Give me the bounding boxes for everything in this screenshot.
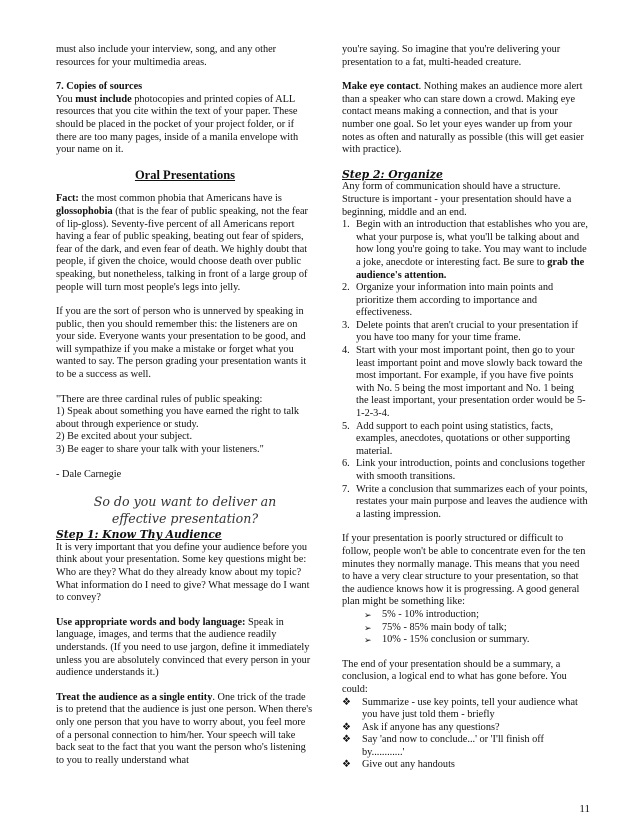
list-item	[342, 320, 588, 345]
rule-3: 3) Be eager to share your talk with your listeners."	[56, 444, 264, 456]
list-item	[342, 609, 588, 622]
unnerved-paragraph: If you are the sort of person who is unnerved by speaking in public, then you should remember this: the listeners are on your side. Everyone wants your presentation to be good, and will sympathize if you make a mistake or forget what you wanted to say. The person grading your presentation wants it to be a success as well.	[56, 306, 307, 381]
fact-paragraph	[56, 193, 314, 294]
single-entity-paragraph	[56, 692, 314, 768]
multimedia-paragraph: must also include your interview, song, and any other resources for your multimedia areas.	[56, 44, 277, 68]
step-1-heading: Step 1: Know Thy Audience	[56, 528, 222, 542]
general-plan-list	[342, 609, 588, 647]
left-column	[56, 44, 314, 779]
list-number: 2.	[342, 282, 350, 294]
fact-text-pre: the most common phobia that Americans have is	[78, 193, 282, 205]
diamond-bullet-icon: ❖	[342, 759, 351, 771]
list-item	[342, 622, 588, 635]
list-item	[342, 345, 588, 421]
single-entity-text: . One trick of the trade is to pretend that the audience is just one person. When there's only one person that you have to worry about, you feel more of a personal connection to him/her. Your speech will take back seat to the fact that you want the person who's listening to you to really understand what	[56, 691, 313, 766]
list-item	[342, 722, 588, 735]
effective-presentation-heading: So do you want to deliver an effective presentation?	[93, 494, 277, 527]
step-1-paragraph: It is very important that you define your audience before you think about your presentation. Some key questions might be: Who are they? What do they already know about my topic? What information do I need to give? What message do I want to convey?	[56, 541, 310, 604]
continued-paragraph: you're saying. So imagine that you're delivering your presentation to a fat, multi-headed creature.	[342, 44, 561, 68]
list-number: 3.	[342, 319, 350, 331]
words-text: Speak in language, images, and terms that the audience readily understands. (If you need to use jargon, define it immediately unless you are absolutely convinced that every person in your audience understands it.)	[56, 616, 311, 679]
rule-2: 2) Be excited about your subject.	[56, 431, 193, 443]
diamond-bullet-icon: ❖	[342, 721, 351, 733]
list-text: Start with your most important point, then go to your least important point and move slowly back toward the most important. For example, if you have five points with No. 5 being the most important and No. 1 being the least important, your presentation order would be 5-1-2-3-4.	[356, 345, 586, 420]
list-item	[342, 634, 588, 647]
glossophobia-term: glossophobia	[56, 205, 113, 217]
list-text: Say 'and now to conclude...' or 'I'll finish off by............'	[362, 734, 544, 758]
eye-contact-label: Make eye contact	[342, 81, 419, 93]
oral-presentations-heading: Oral Presentations	[134, 167, 236, 182]
list-text: Summarize - use key points, tell your audience what you have just told them - briefly	[362, 696, 578, 721]
attribution: - Dale Carnegie	[56, 468, 122, 480]
list-text: Organize your information into main points and prioritize them according to importance and effectiveness.	[356, 282, 554, 319]
list-item	[342, 458, 588, 483]
conclusion-paragraph: The end of your presentation should be a summary, a conclusion, a logical end to what has gone before. You could:	[342, 658, 567, 695]
words-paragraph	[56, 617, 314, 680]
list-text: Add support to each point using statistics, facts, examples, anecdotes, quotations or other supporting material.	[356, 420, 571, 457]
organize-intro: Any form of communication should have a structure. Structure is important - your presentation should have a beginning, middle and an end.	[342, 181, 572, 218]
words-label: Use appropriate words and body language:	[56, 616, 246, 628]
arrow-bullet-icon: ➢	[364, 635, 372, 646]
structure-paragraph: If your presentation is poorly structured or difficult to follow, people won't be able to concentrate even for the ten minutes they normally manage. This means that you need to have a very clear structure to your presentation, so that the audience knows how it is progressing. A good general plan might be something like:	[342, 533, 586, 608]
list-number: 5.	[342, 420, 350, 432]
rule-1: 1) Speak about something you have earned the right to talk about through experience or study.	[56, 406, 300, 430]
single-entity-label: Treat the audience as a single entity	[56, 691, 213, 703]
rules-intro: "There are three cardinal rules of public speaking:	[56, 393, 263, 405]
page-number: 11	[579, 803, 590, 815]
list-number: 1.	[342, 219, 350, 231]
copies-text-bold: must include	[75, 93, 132, 105]
list-number: 4.	[342, 345, 350, 357]
copies-heading: 7. Copies of sources	[56, 81, 143, 93]
organize-steps-list	[342, 219, 588, 521]
list-item	[342, 484, 588, 522]
list-text: 5% - 10% introduction;	[382, 608, 479, 620]
arrow-bullet-icon: ➢	[364, 609, 372, 620]
eye-contact-text: . Nothing makes an audience more alert than a speaker who can stare down a crowd. Making eye contact means making a connection, and that is your number one goal. So let your eyes wander up from your notes as often and naturally as possible (this will get easier with practice).	[342, 81, 584, 156]
list-text: Delete points that aren't crucial to your presentation if you have too many for your time frame.	[356, 319, 579, 344]
copies-section	[56, 81, 314, 157]
cardinal-rules-quote	[56, 394, 314, 457]
list-text: 10% - 15% conclusion or summary.	[382, 634, 530, 646]
arrow-bullet-icon: ➢	[364, 622, 372, 633]
list-item	[342, 282, 588, 320]
list-text: Write a conclusion that summarizes each of your points, restates your main purpose and leaves the audience with a lasting impression.	[356, 483, 588, 520]
fact-text-post: (that is the fear of public speaking, not the fear of lip-gloss). Seventy-five percent of all Americans report having a fear of public speaking, beating out fear of spiders, fear of the dark, and even fear of death. We highly doubt that people, if given the choice, would choose death over public speaking, but nonetheless, talking in front of a large group of people will turn most people's legs into jelly.	[56, 205, 308, 293]
list-text: 75% - 85% main body of talk;	[382, 621, 507, 633]
step-2-heading: Step 2: Organize	[342, 167, 443, 181]
list-text: Begin with an introduction that establishes who you are, what your purpose is, what you'll be talking about and how long you're going to take. You may want to include a joke, anecdote or interesting fact. Be sure to	[356, 219, 588, 268]
eye-contact-paragraph	[342, 81, 588, 157]
list-number: 7.	[342, 483, 350, 495]
list-text: Give out any handouts	[362, 759, 455, 771]
list-number: 6.	[342, 458, 350, 470]
diamond-bullet-icon: ❖	[342, 734, 351, 746]
list-item	[342, 697, 588, 722]
list-item	[342, 734, 588, 759]
copies-text-post: photocopies and printed copies of ALL resources that you cite within the text of your paper. These should be placed in the pocket of your project folder, or if there are too many pages, inside of a manila envelope with your name on it.	[56, 93, 299, 156]
copies-text-pre: You	[56, 93, 76, 105]
list-text: Link your introduction, points and conclusions together with smooth transitions.	[356, 458, 586, 482]
fact-label: Fact:	[56, 193, 79, 205]
list-text: Ask if anyone has any questions?	[362, 721, 500, 733]
list-item	[342, 759, 588, 772]
list-item	[342, 421, 588, 459]
right-column	[342, 44, 588, 784]
conclusion-list	[342, 697, 588, 773]
list-text-bold: grab the audience's attention.	[356, 256, 585, 281]
list-item	[342, 219, 588, 282]
diamond-bullet-icon: ❖	[342, 696, 351, 708]
